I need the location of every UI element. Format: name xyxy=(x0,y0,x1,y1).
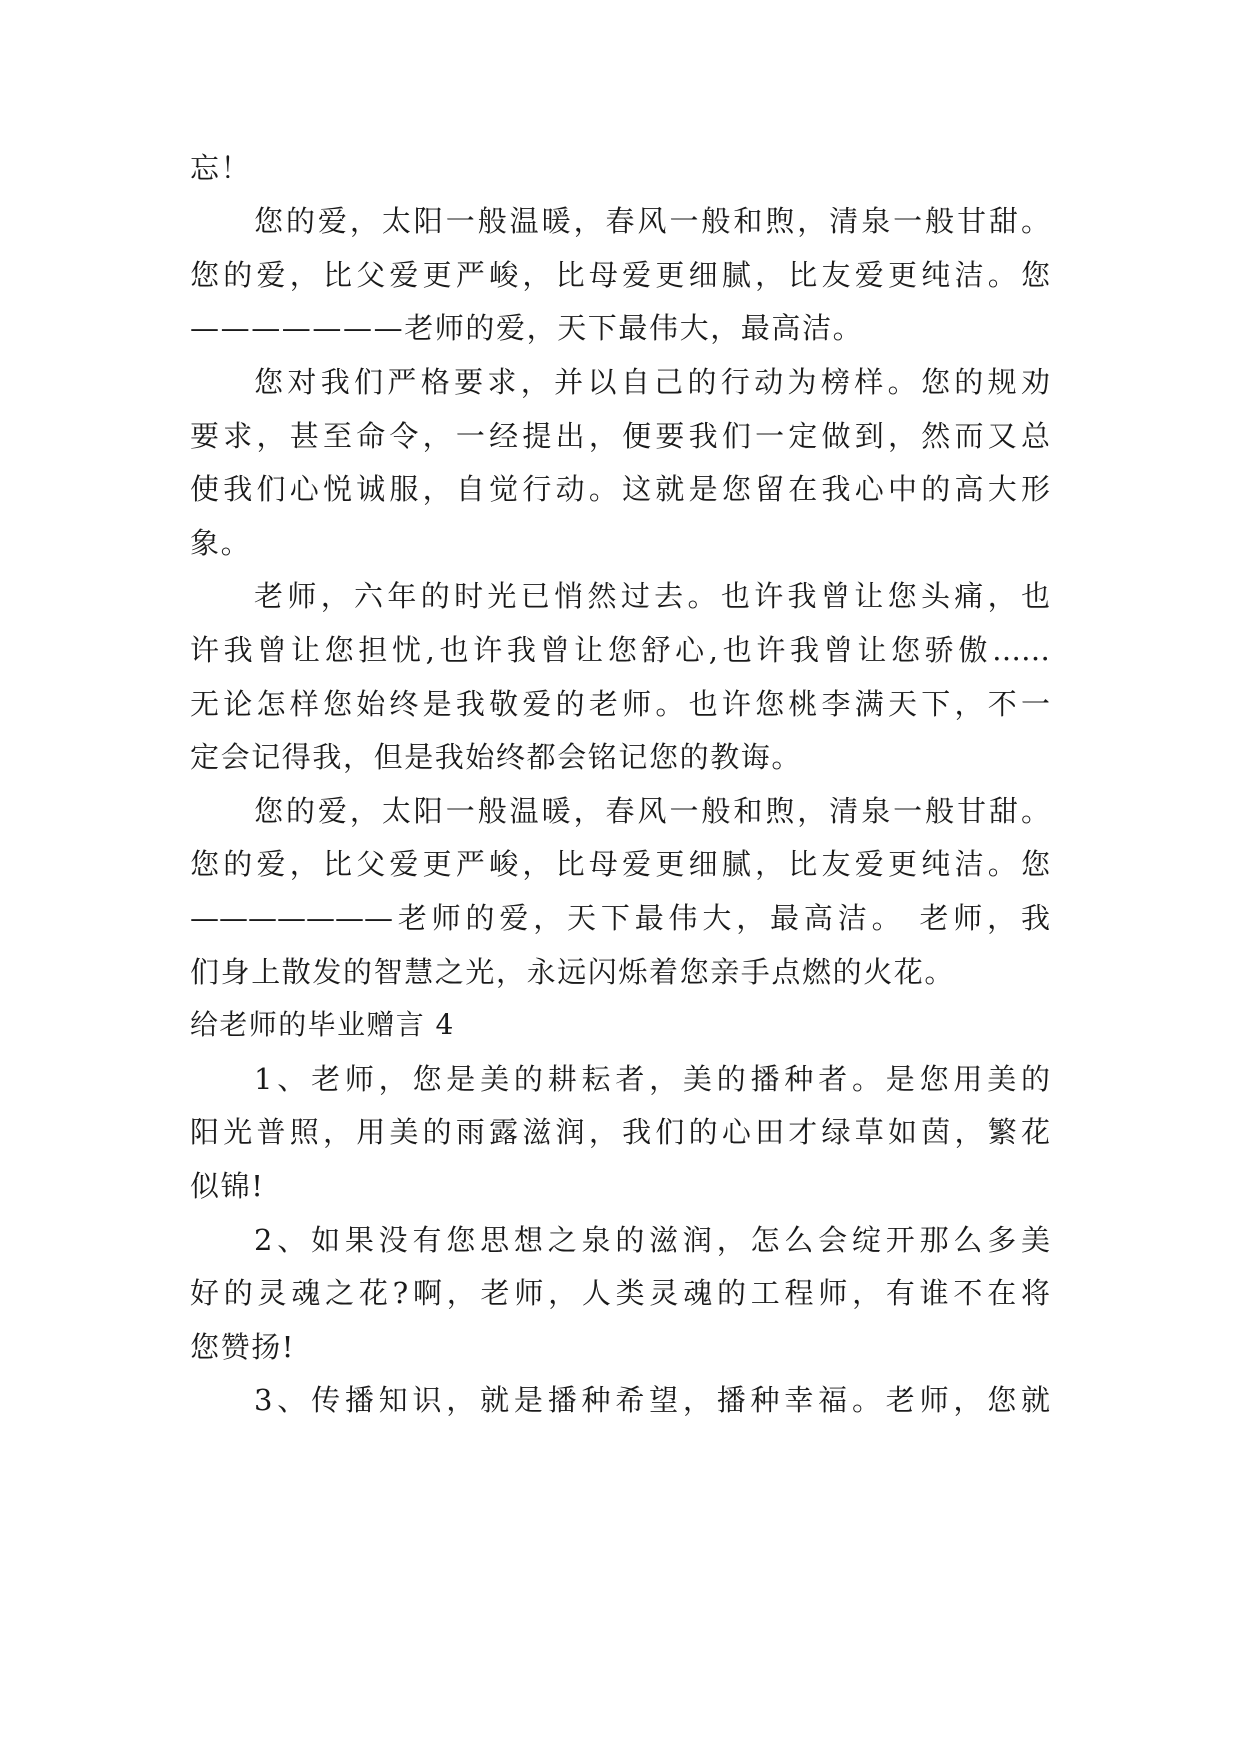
text-line: ———————老师的爱，天下最伟大，最高洁。 老师，我 xyxy=(190,901,1050,935)
text-line: 们身上散发的智慧之光，永远闪烁着您亲手点燃的火花。 xyxy=(190,955,956,989)
text-line: 象。 xyxy=(190,526,252,560)
text-line: 似锦! xyxy=(190,1169,265,1203)
section-heading: 给老师的毕业赠言 4 xyxy=(190,1008,455,1041)
text-line: 您赞扬! xyxy=(190,1330,296,1364)
text-line: 要求，甚至命令，一经提出，便要我们一定做到，然而又总 xyxy=(190,419,1050,453)
text-line: 您的爱，比父爱更严峻，比母爱更细腻，比友爱更纯洁。您 xyxy=(190,847,1050,881)
text-line: 好的灵魂之花?啊，老师，人类灵魂的工程师，有谁不在将 xyxy=(190,1276,1050,1310)
text-line: 您的爱，比父爱更严峻，比母爱更细腻，比友爱更纯洁。您 xyxy=(190,258,1050,292)
paragraph-first-line: 您对我们严格要求，并以自己的行动为榜样。您的规劝 xyxy=(254,365,1050,399)
text-line: 定会记得我，但是我始终都会铭记您的教诲。 xyxy=(190,740,803,774)
paragraph-first-line: 老师，六年的时光已悄然过去。也许我曾让您头痛，也 xyxy=(254,579,1050,613)
paragraph-first-line: 您的爱，太阳一般温暖，春风一般和煦，清泉一般甘甜。 xyxy=(254,794,1050,828)
paragraph-first-line: 您的爱，太阳一般温暖，春风一般和煦，清泉一般甘甜。 xyxy=(254,204,1050,238)
text-line: 许我曾让您担忧,也许我曾让您舒心,也许我曾让您骄傲…… xyxy=(190,633,1050,667)
text-line: 忘！ xyxy=(190,151,252,185)
paragraph-first-line: 2、如果没有您思想之泉的滋润，怎么会绽开那么多美 xyxy=(254,1223,1050,1257)
text-line: 阳光普照，用美的雨露滋润，我们的心田才绿草如茵，繁花 xyxy=(190,1115,1050,1149)
text-line: 使我们心悦诚服，自觉行动。这就是您留在我心中的高大形 xyxy=(190,472,1050,506)
text-line: 无论怎样您始终是我敬爱的老师。也许您桃李满天下，不一 xyxy=(190,687,1050,721)
paragraph-first-line: 3、传播知识，就是播种希望，播种幸福。老师，您就 xyxy=(254,1383,1050,1417)
text-line: ———————老师的爱，天下最伟大，最高洁。 xyxy=(190,311,864,345)
paragraph-first-line: 1、老师，您是美的耕耘者，美的播种者。是您用美的 xyxy=(254,1062,1050,1096)
